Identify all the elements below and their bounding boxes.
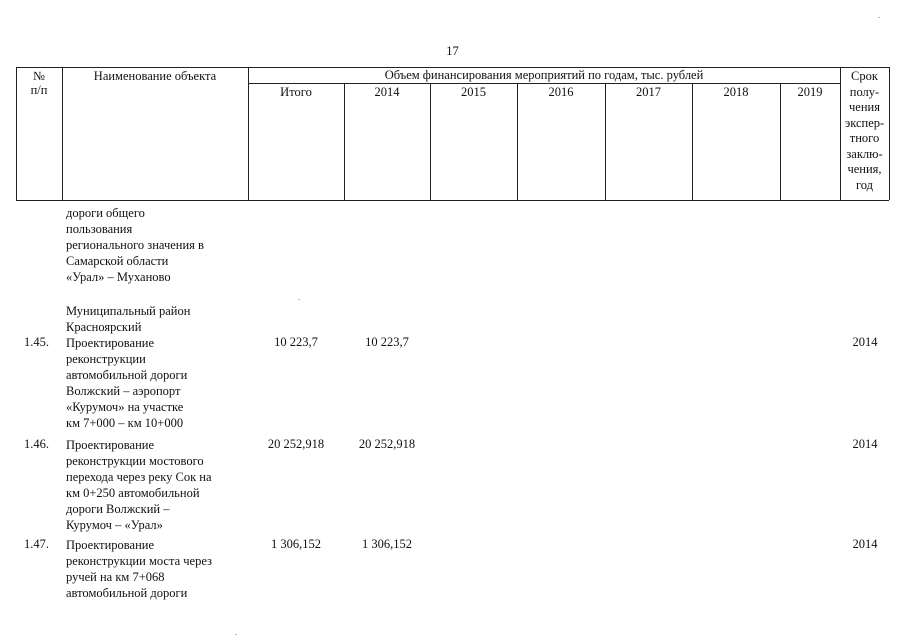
header-year-2016: 2016 <box>548 85 574 99</box>
row-total: 1 306,152 <box>271 537 321 551</box>
header-year-2017: 2017 <box>636 85 661 99</box>
row-term: 2014 <box>852 537 878 551</box>
header-year-2014: 2014 <box>374 85 400 99</box>
header-col-border <box>780 83 781 200</box>
continuation-text: дороги общего пользования регионального значения в Самарской области «Урал» – Муханово <box>66 206 204 284</box>
header-num: № п/п <box>30 69 48 97</box>
header-name: Наименование объекта <box>93 69 217 83</box>
row-number: 1.45. <box>24 335 49 349</box>
header-sub-border <box>248 83 840 84</box>
municipality-heading: Муниципальный район Красноярский <box>66 304 191 334</box>
header-term: Срок полу- чения экспер- тного заклю- чения, год <box>844 69 885 192</box>
row-value-2014: 20 252,918 <box>358 437 416 451</box>
header-col-border <box>605 83 606 200</box>
header-col-border <box>344 83 345 200</box>
header-year-2019: 2019 <box>797 85 823 99</box>
header-col-border <box>889 67 890 200</box>
header-col-border <box>517 83 518 200</box>
header-col-border <box>62 67 63 200</box>
page-number: 17 <box>446 44 459 58</box>
row-number: 1.46. <box>24 437 49 451</box>
row-value-2014: 10 223,7 <box>365 335 409 349</box>
row-number: 1.47. <box>24 537 49 551</box>
header-year-2018: 2018 <box>723 85 749 99</box>
row-term: 2014 <box>852 437 878 451</box>
row-name: Проектирование реконструкции автомобильной дороги Волжский – аэропорт «Курумоч» на участке км 7+000 – км 10+000 <box>66 336 188 430</box>
row-value-2014: 1 306,152 <box>362 537 412 551</box>
scan-speck <box>235 634 237 635</box>
row-name: Проектирование реконструкции моста через ручей на км 7+068 автомобильной дороги <box>66 538 212 600</box>
row-term: 2014 <box>852 335 878 349</box>
header-col-border <box>692 83 693 200</box>
row-total: 10 223,7 <box>274 335 318 349</box>
header-col-border <box>430 83 431 200</box>
header-volume: Объем финансирования мероприятий по годам, тыс. рублей <box>384 68 704 82</box>
header-total: Итого <box>280 85 312 99</box>
header-bottom-border <box>16 200 889 201</box>
scan-speck <box>878 17 880 18</box>
row-total: 20 252,918 <box>267 437 325 451</box>
header-year-2015: 2015 <box>461 85 486 99</box>
scan-speck <box>298 299 300 300</box>
row-name: Проектирование реконструкции мостового перехода через реку Сок на км 0+250 автомобильной дороги Волжский – Курумоч – «Урал» <box>66 438 212 532</box>
